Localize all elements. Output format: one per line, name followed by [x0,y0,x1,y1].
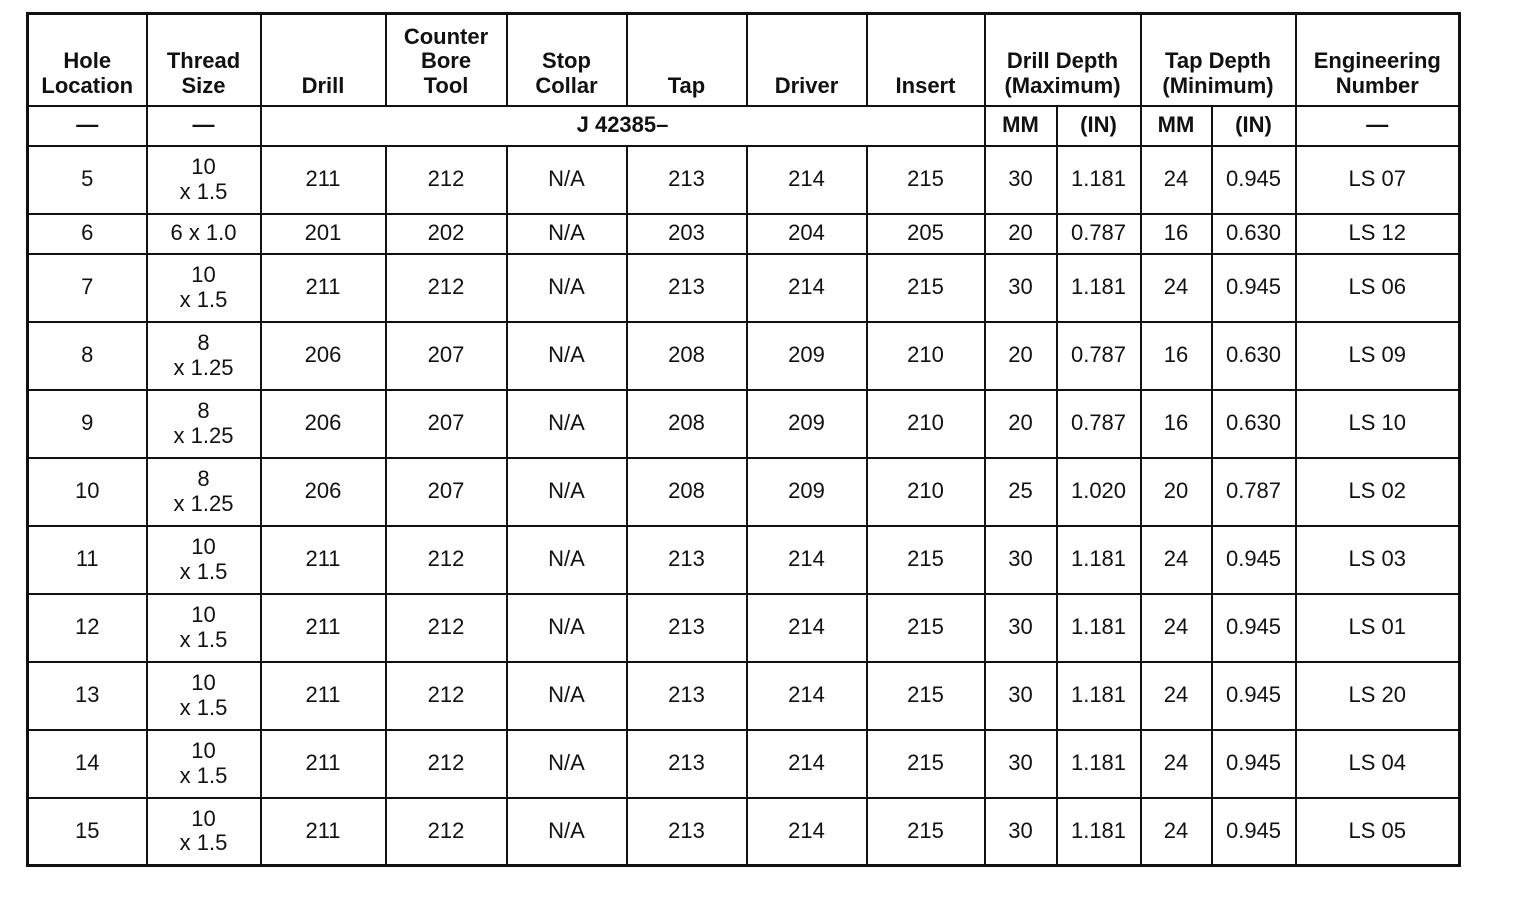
cell-thread-size [147,526,261,594]
cell-insert: 215 [867,798,985,866]
cell-tap-depth-mm: 20 [1141,458,1212,526]
cell-tap-depth-in: 0.630 [1212,322,1296,390]
cell-tap-depth-in: 0.945 [1212,526,1296,594]
cell-driver: 209 [747,322,867,390]
cell-counter-bore-tool: 207 [386,390,507,458]
thread-size-line: x 1.25 [173,490,234,516]
cell-hole-location: 9 [28,390,147,458]
cell-counter-bore-tool: 212 [386,254,507,322]
subheader-drill-mm: MM [985,106,1057,146]
table-row [28,594,1460,662]
cell-driver: 214 [747,526,867,594]
cell-tap-depth-mm: 24 [1141,662,1212,730]
cell-tap-depth-in: 0.945 [1212,254,1296,322]
header-tap-depth: Tap Depth (Minimum) [1141,14,1296,106]
cell-driver: 209 [747,458,867,526]
cell-insert: 210 [867,458,985,526]
cell-insert: 215 [867,526,985,594]
cell-drill-depth-mm: 25 [985,458,1057,526]
cell-tap-depth-in: 0.945 [1212,594,1296,662]
thread-size-line: x 1.5 [179,558,228,584]
cell-hole-location: 8 [28,322,147,390]
cell-stop-collar: N/A [507,730,627,798]
cell-tap-depth-in: 0.945 [1212,798,1296,866]
table-body [28,146,1460,866]
cell-tap-depth-mm: 16 [1141,390,1212,458]
cell-hole-location: 11 [28,526,147,594]
subheader-thread-size: — [147,106,261,146]
thread-size-line: 10 [191,737,216,763]
header-thread-size: Thread Size [147,14,261,106]
subheader-hole-location: — [28,106,147,146]
cell-counter-bore-tool: 207 [386,458,507,526]
cell-engineering-number: LS 03 [1296,526,1460,594]
cell-counter-bore-tool: 212 [386,594,507,662]
table-row [28,458,1460,526]
cell-drill-depth-in: 1.020 [1057,458,1141,526]
cell-counter-bore-tool: 212 [386,526,507,594]
cell-driver: 214 [747,594,867,662]
cell-hole-location: 7 [28,254,147,322]
cell-drill: 201 [261,214,386,254]
cell-tap: 213 [627,662,747,730]
cell-drill-depth-mm: 20 [985,390,1057,458]
cell-counter-bore-tool: 202 [386,214,507,254]
cell-tap-depth-in: 0.630 [1212,214,1296,254]
cell-counter-bore-tool: 212 [386,146,507,214]
cell-drill-depth-in: 1.181 [1057,798,1141,866]
cell-tap: 213 [627,254,747,322]
cell-drill: 206 [261,322,386,390]
cell-stop-collar: N/A [507,214,627,254]
cell-engineering-number: LS 12 [1296,214,1460,254]
cell-hole-location: 5 [28,146,147,214]
cell-tap: 208 [627,322,747,390]
cell-drill: 206 [261,390,386,458]
cell-driver: 214 [747,254,867,322]
cell-tap-depth-in: 0.787 [1212,458,1296,526]
thread-size-line: x 1.5 [179,286,228,312]
cell-stop-collar: N/A [507,254,627,322]
cell-drill-depth-in: 1.181 [1057,594,1141,662]
thread-size-line: x 1.25 [173,422,234,448]
cell-tap-depth-mm: 24 [1141,146,1212,214]
header-engineering-number: Engineering Number [1296,14,1460,106]
thread-size-line: 8 [197,465,210,491]
cell-tap-depth-mm: 16 [1141,322,1212,390]
cell-tap-depth-mm: 24 [1141,526,1212,594]
cell-tap-depth-in: 0.945 [1212,146,1296,214]
cell-drill-depth-mm: 30 [985,526,1057,594]
cell-drill-depth-mm: 30 [985,594,1057,662]
cell-insert: 215 [867,146,985,214]
cell-drill-depth-mm: 30 [985,798,1057,866]
table-row [28,254,1460,322]
cell-thread-size [147,730,261,798]
cell-hole-location: 13 [28,662,147,730]
cell-hole-location: 15 [28,798,147,866]
cell-engineering-number: LS 04 [1296,730,1460,798]
header-driver: Driver [747,14,867,106]
cell-stop-collar: N/A [507,526,627,594]
cell-tap: 208 [627,390,747,458]
cell-tap-depth-in: 0.945 [1212,662,1296,730]
cell-tap: 213 [627,798,747,866]
cell-counter-bore-tool: 212 [386,798,507,866]
cell-tap-depth-mm: 24 [1141,594,1212,662]
cell-drill-depth-mm: 30 [985,730,1057,798]
thread-size-line: 8 [197,397,210,423]
cell-drill-depth-in: 1.181 [1057,146,1141,214]
subheader-row [28,106,1460,146]
cell-engineering-number: LS 01 [1296,594,1460,662]
cell-driver: 209 [747,390,867,458]
cell-thread-size [147,798,261,866]
cell-insert: 215 [867,730,985,798]
cell-drill-depth-in: 0.787 [1057,214,1141,254]
cell-hole-location: 6 [28,214,147,254]
cell-tap: 213 [627,594,747,662]
cell-drill: 211 [261,526,386,594]
cell-drill-depth-mm: 30 [985,662,1057,730]
cell-engineering-number: LS 09 [1296,322,1460,390]
cell-driver: 214 [747,146,867,214]
cell-tap: 208 [627,458,747,526]
thread-size-line: x 1.5 [179,830,228,856]
cell-thread-size [147,214,261,254]
cell-stop-collar: N/A [507,594,627,662]
cell-engineering-number: LS 06 [1296,254,1460,322]
cell-stop-collar: N/A [507,798,627,866]
header-hole-location: Hole Location [28,14,147,106]
cell-stop-collar: N/A [507,146,627,214]
thread-size-line: 8 [197,329,210,355]
cell-engineering-number: LS 10 [1296,390,1460,458]
cell-insert: 215 [867,662,985,730]
cell-thread-size [147,254,261,322]
cell-tap-depth-mm: 24 [1141,798,1212,866]
cell-stop-collar: N/A [507,662,627,730]
cell-driver: 214 [747,662,867,730]
cell-tap: 203 [627,214,747,254]
cell-drill-depth-in: 1.181 [1057,526,1141,594]
thread-size-line: 10 [191,533,216,559]
cell-tap: 213 [627,730,747,798]
cell-drill-depth-in: 1.181 [1057,662,1141,730]
thread-size-line: 10 [191,153,216,179]
thread-size-line: 10 [191,805,216,831]
cell-counter-bore-tool: 212 [386,730,507,798]
cell-drill-depth-in: 0.787 [1057,390,1141,458]
thread-size-line: 10 [191,261,216,287]
table-row [28,214,1460,254]
table-row [28,730,1460,798]
cell-drill-depth-mm: 30 [985,254,1057,322]
thread-size-line: x 1.5 [179,694,228,720]
cell-tap-depth-mm: 24 [1141,254,1212,322]
thread-size-line: 10 [191,601,216,627]
cell-engineering-number: LS 07 [1296,146,1460,214]
cell-thread-size [147,594,261,662]
header-insert: Insert [867,14,985,106]
thread-size-line: 10 [191,669,216,695]
cell-engineering-number: LS 02 [1296,458,1460,526]
header-row [28,14,1460,106]
thread-size-line: x 1.5 [179,762,228,788]
thread-size-line: x 1.5 [179,626,228,652]
cell-drill: 211 [261,146,386,214]
table-row [28,146,1460,214]
subheader-tap-mm: MM [1141,106,1212,146]
header-drill-depth: Drill Depth (Maximum) [985,14,1141,106]
table-row [28,662,1460,730]
thread-size-line: 6 x 1.0 [170,220,237,246]
subheader-tap-in: (IN) [1212,106,1296,146]
tool-specification-table [26,12,1461,867]
subheader-tool-prefix: J 42385– [261,106,985,146]
thread-size-line: x 1.25 [173,354,234,380]
cell-tap: 213 [627,526,747,594]
subheader-drill-in: (IN) [1057,106,1141,146]
cell-driver: 204 [747,214,867,254]
table-row [28,322,1460,390]
table-row [28,390,1460,458]
cell-tap-depth-in: 0.630 [1212,390,1296,458]
cell-engineering-number: LS 05 [1296,798,1460,866]
cell-insert: 205 [867,214,985,254]
cell-tap-depth-mm: 16 [1141,214,1212,254]
cell-drill-depth-in: 0.787 [1057,322,1141,390]
subheader-engineering-number: — [1296,106,1460,146]
cell-insert: 210 [867,390,985,458]
cell-drill: 206 [261,458,386,526]
cell-drill-depth-mm: 20 [985,214,1057,254]
header-counter-bore-tool: Counter Bore Tool [386,14,507,106]
cell-drill-depth-in: 1.181 [1057,730,1141,798]
cell-stop-collar: N/A [507,390,627,458]
cell-counter-bore-tool: 212 [386,662,507,730]
cell-drill: 211 [261,730,386,798]
cell-drill-depth-in: 1.181 [1057,254,1141,322]
cell-stop-collar: N/A [507,322,627,390]
cell-drill: 211 [261,594,386,662]
cell-drill: 211 [261,254,386,322]
table-row [28,798,1460,866]
cell-insert: 210 [867,322,985,390]
cell-driver: 214 [747,730,867,798]
cell-tap-depth-in: 0.945 [1212,730,1296,798]
cell-engineering-number: LS 20 [1296,662,1460,730]
cell-drill-depth-mm: 20 [985,322,1057,390]
cell-thread-size [147,662,261,730]
cell-thread-size [147,146,261,214]
cell-drill: 211 [261,662,386,730]
cell-hole-location: 12 [28,594,147,662]
cell-insert: 215 [867,594,985,662]
cell-drill-depth-mm: 30 [985,146,1057,214]
cell-thread-size [147,390,261,458]
cell-tap-depth-mm: 24 [1141,730,1212,798]
cell-counter-bore-tool: 207 [386,322,507,390]
cell-hole-location: 14 [28,730,147,798]
header-stop-collar: Stop Collar [507,14,627,106]
table-row [28,526,1460,594]
thread-size-line: x 1.5 [179,178,228,204]
cell-thread-size [147,322,261,390]
cell-stop-collar: N/A [507,458,627,526]
cell-tap: 213 [627,146,747,214]
header-tap: Tap [627,14,747,106]
cell-hole-location: 10 [28,458,147,526]
header-drill: Drill [261,14,386,106]
cell-thread-size [147,458,261,526]
cell-driver: 214 [747,798,867,866]
cell-insert: 215 [867,254,985,322]
cell-drill: 211 [261,798,386,866]
